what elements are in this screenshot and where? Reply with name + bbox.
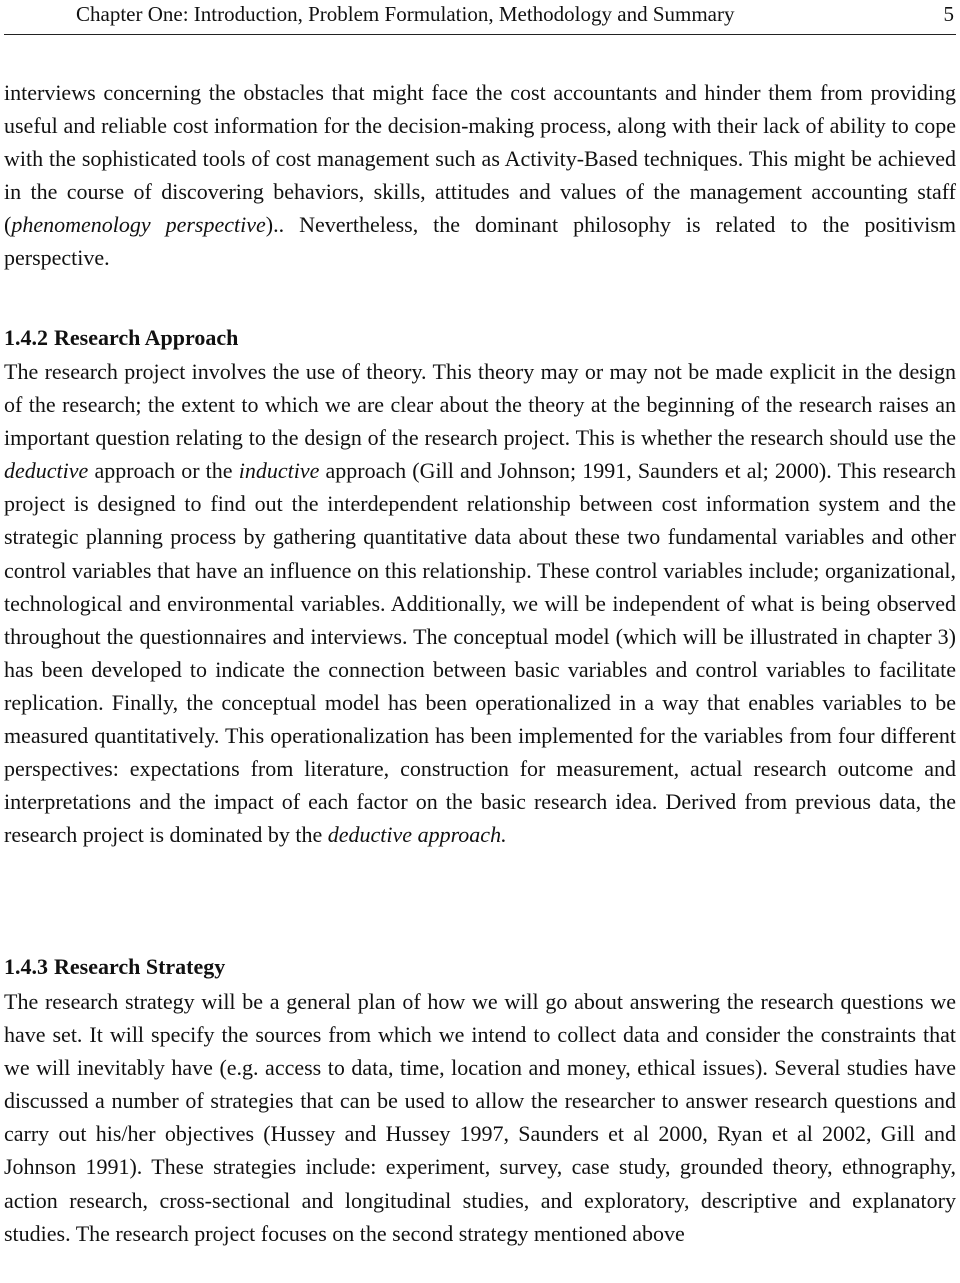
section-heading-research-strategy xyxy=(4,952,225,982)
para2-italic-b: inductive xyxy=(238,458,320,484)
para1-text-b: ).. Nevertheless, the dominant philosophy is related to the positivism perspective. xyxy=(4,212,957,271)
para2-italic-a: deductive xyxy=(4,458,89,484)
para2-text-c: approach (Gill and Johnson; 1991, Saunders et al; 2000). This research project is designed to find out the interdependent relationship between cost information system and the strategic planning process by gathering quantitative data about these two fundamental variables and other control variables that have an influence on this relationship. These control variables include; organizational, technological and environmental variables. Additionally, we will be independent of what is being observed throughout the questionnaires and interviews. The conceptual model (which will be illustrated in chapter 3) has been developed to indicate the connection between basic variables and control variables to facilitate replication. Finally, the conceptual model has been operationalized in a way that enables variables to be measured quantitatively. This operationalization has been implemented for the variables from four different perspectives: expectations from literature, construction for measurement, actual research outcome and interpretations and the impact of each factor on the basic research idea. Derived from previous data, the research project is dominated by the xyxy=(4,458,956,848)
running-header-title: Chapter One: Introduction, Problem Formulation, Methodology and Summary xyxy=(76,2,735,26)
paragraph-research-strategy xyxy=(4,985,956,1250)
section-number: 1.4.2 xyxy=(4,325,48,350)
para2-text-b: approach or the xyxy=(88,458,239,484)
para2-text-a: The research project involves the use of theory. This theory may or may not be made explicit in the design of the research; the extent to which we are clear about the theory at the beginning of the research raises an important question relating to the design of the research project. This is whether the research should use the xyxy=(4,359,956,451)
section-title: Research Strategy xyxy=(54,954,226,979)
para2-italic-c: deductive approach. xyxy=(327,822,507,848)
section-number: 1.4.3 xyxy=(4,954,48,979)
para1-text-a: interviews concerning the obstacles that might face the cost accountants and hinder them from providing useful and reliable cost information for the decision-making process, along with their lack of ability to cope with the sophisticated tools of cost management such as Activity-Based techniques. This might be achieved in the course of discovering behaviors, skills, attitudes and values of the management accounting staff ( xyxy=(4,80,956,238)
paragraph-intro-continuation xyxy=(4,76,956,275)
paragraph-research-approach xyxy=(4,355,956,851)
page-number: 5 xyxy=(943,2,954,26)
para3-text: The research strategy will be a general plan of how we will go about answering the research questions we have set. It will specify the sources from which we intend to collect data and consider the constraints that we will inevitably have (e.g. access to data, time, location and money, ethical issues). Several studies have discussed a number of strategies that can be used to allow the researcher to answer research questions and carry out his/her objectives (Hussey and Hussey 1997, Saunders et al 2000, Ryan et al 2002, Gill and Johnson 1991). These strategies include: experiment, survey, case study, grounded theory, ethnography, action research, cross-sectional and longitudinal studies, and exploratory, descriptive and explanatory studies. The research project focuses on the second strategy mentioned above xyxy=(4,989,956,1246)
section-heading-research-approach xyxy=(4,323,238,353)
page-header xyxy=(4,0,956,35)
section-title: Research Approach xyxy=(54,325,239,350)
para1-italic-a: phenomenology perspective xyxy=(11,212,266,238)
